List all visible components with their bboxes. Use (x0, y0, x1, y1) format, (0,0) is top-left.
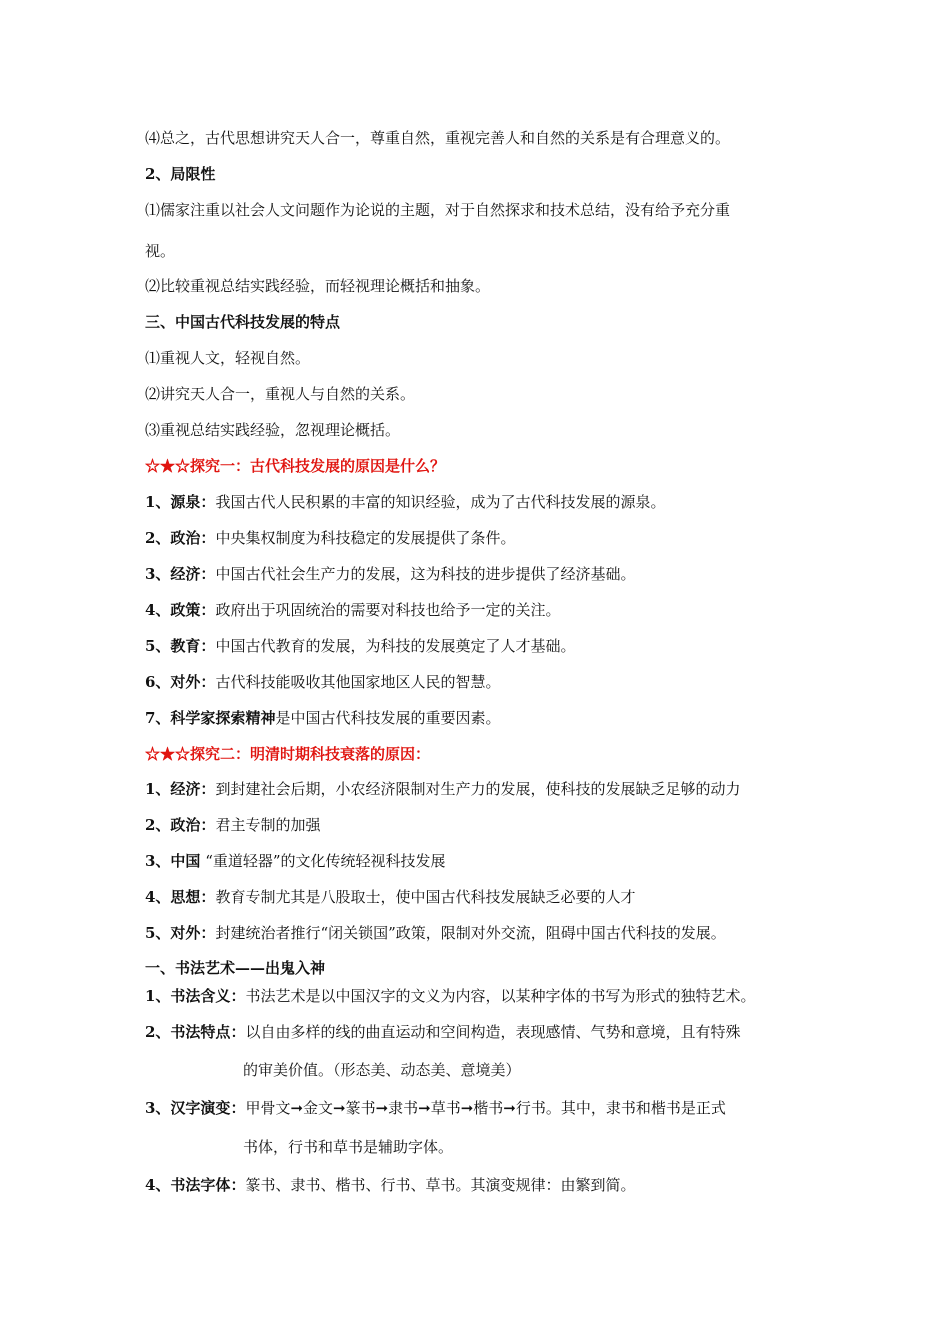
item-lead: 5、对外： (145, 924, 216, 942)
item-text: 君主专制的加强 (215, 816, 321, 834)
inquiry1-item (145, 708, 500, 728)
item-lead: 1、书法含义： (145, 987, 246, 1005)
heading-inquiry-2: ☆★☆探究二：明清时期科技衰落的原因： (145, 745, 431, 763)
heading-inquiry-1: ☆★☆探究一：古代科技发展的原因是什么？ (145, 457, 446, 475)
inquiry1-item (145, 564, 635, 584)
item-lead: 3、经济： (145, 565, 216, 583)
calligraphy-item-cont: 的审美价值。（形态美、动态美、意境美） (243, 1061, 521, 1079)
item-text: 篆书、隶书、楷书、行书、草书。其演变规律：由繁到简。 (245, 1176, 636, 1194)
item-text: 书法艺术是以中国汉字的文义为内容，以某种字体的书写为形式的独特艺术。 (245, 987, 756, 1005)
item-lead: 1、源泉： (145, 493, 216, 511)
item-text: 以自由多样的线的曲直运动和空间构造，表现感情、气势和意境，且有特殊 (245, 1023, 741, 1041)
inquiry2-item (145, 815, 320, 835)
inquiry2-item (145, 923, 726, 943)
item-lead: 3、汉字演变： (145, 1099, 246, 1117)
inquiry1-item (145, 492, 665, 512)
item-text: 中央集权制度为科技稳定的发展提供了条件。 (215, 529, 516, 547)
item-text: 中国古代教育的发展，为科技的发展奠定了人才基础。 (215, 637, 576, 655)
heading-calligraphy: 一、书法艺术——出鬼入神 (145, 959, 326, 977)
item-lead: 6、对外： (145, 673, 216, 691)
item-text: 封建统治者推行“闭关锁国”政策，限制对外交流，阻碍中国古代科技的发展。 (215, 924, 726, 942)
item-text: 古代科技能吸收其他国家地区人民的智慧。 (215, 673, 501, 691)
inquiry2-item (145, 851, 446, 871)
calligraphy-item (145, 1175, 635, 1195)
item-text: “重道轻器”的文化传统轻视科技发展 (200, 852, 446, 870)
calligraphy-item (145, 986, 755, 1006)
item-lead: 4、书法字体： (145, 1176, 246, 1194)
calligraphy-item-cont: 书体，行书和草书是辅助字体。 (243, 1138, 454, 1156)
inquiry1-item (145, 600, 560, 620)
paragraph-limit-2: ⑵比较重视总结实践经验，而轻视理论概括和抽象。 (145, 277, 491, 295)
item-lead: 2、政治： (145, 816, 216, 834)
item-lead: 7、科学家探索精神 (145, 709, 276, 727)
inquiry1-item (145, 636, 575, 656)
calligraphy-item (145, 1022, 740, 1042)
paragraph-point-4: ⑷总之，古代思想讲究天人合一，尊重自然，重视完善人和自然的关系是有合理意义的。 (145, 129, 731, 147)
item-lead: 2、政治： (145, 529, 216, 547)
feature-item-2: ⑵讲究天人合一，重视人与自然的关系。 (145, 385, 416, 403)
item-lead: 5、教育： (145, 637, 216, 655)
item-text: 政府出于巩固统治的需要对科技也给予一定的关注。 (215, 601, 561, 619)
feature-item-3: ⑶重视总结实践经验，忽视理论概括。 (145, 421, 401, 439)
item-text: 到封建社会后期，小农经济限制对生产力的发展，使科技的发展缺乏足够的动力 (215, 780, 741, 798)
inquiry2-item (145, 779, 740, 799)
paragraph-limit-1-cont: 视。 (145, 242, 176, 260)
item-text: 我国古代人民积累的丰富的知识经验，成为了古代科技发展的源泉。 (215, 493, 666, 511)
paragraph-limit-1: ⑴儒家注重以社会人文问题作为论说的主题，对于自然探求和技术总结，没有给予充分重 (145, 201, 731, 219)
inquiry1-item (145, 528, 515, 548)
calligraphy-item (145, 1098, 726, 1118)
item-text: 是中国古代科技发展的重要因素。 (275, 709, 501, 727)
item-lead: 3、中国 (145, 852, 201, 870)
item-lead: 4、思想： (145, 888, 216, 906)
item-lead: 1、经济： (145, 780, 216, 798)
feature-item-1: ⑴重视人文，轻视自然。 (145, 349, 311, 367)
inquiry2-item (145, 887, 635, 907)
item-lead: 2、书法特点： (145, 1023, 246, 1041)
item-text: 教育专制尤其是八股取士，使中国古代科技发展缺乏必要的人才 (215, 888, 636, 906)
heading-section-3: 三、中国古代科技发展的特点 (145, 313, 341, 331)
inquiry1-item (145, 672, 500, 692)
item-lead: 4、政策： (145, 601, 216, 619)
item-text: 中国古代社会生产力的发展，这为科技的进步提供了经济基础。 (215, 565, 636, 583)
heading-limitations: 2、局限性 (145, 165, 216, 183)
item-text: 甲骨文➞金文➞篆书➞隶书➞草书➞楷书➞行书。其中，隶书和楷书是正式 (245, 1099, 726, 1117)
